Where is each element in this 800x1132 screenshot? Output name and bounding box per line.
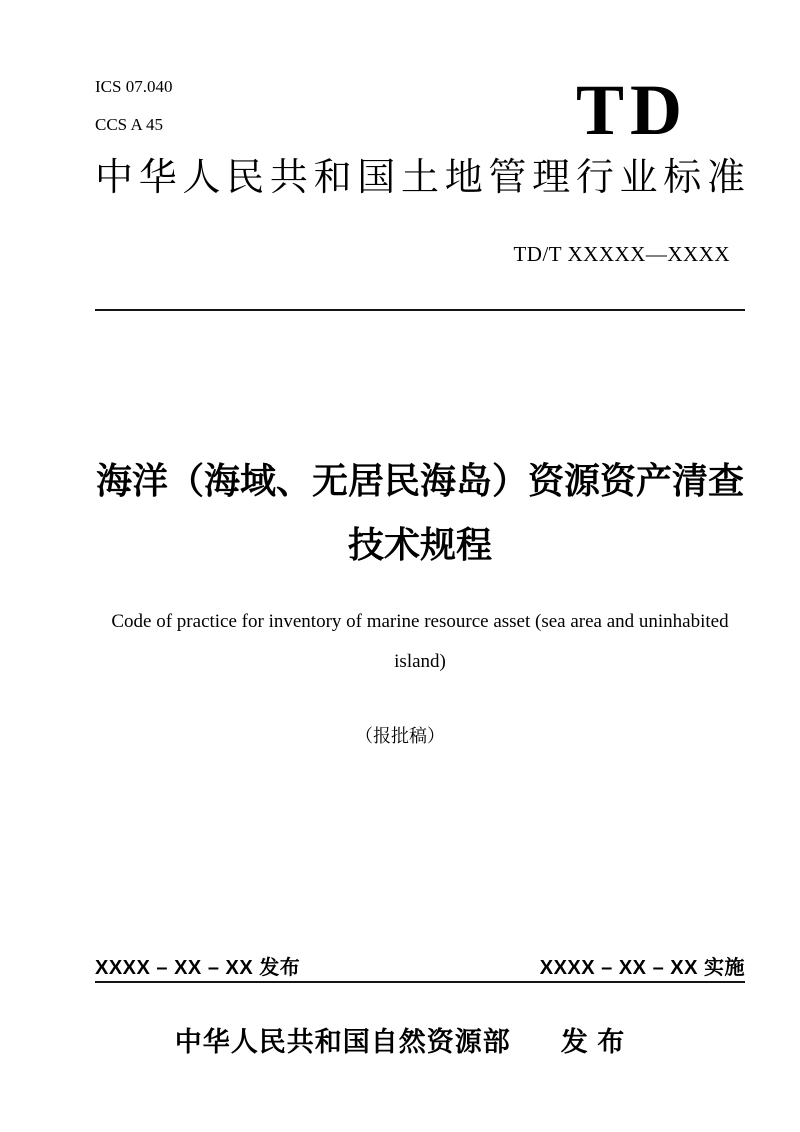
draft-status-note: （报批稿）: [355, 726, 445, 746]
footer-divider-rule: [95, 981, 745, 983]
publisher-row: [0, 1027, 800, 1058]
document-title-zh-line2: 技术规程: [347, 524, 492, 565]
td-logo: TD: [575, 70, 688, 150]
header-divider-rule: [95, 309, 745, 311]
document-title-zh-line1: 海洋（海域、无居民海岛）资源资产清查: [95, 460, 744, 501]
document-title-en-line2: island): [394, 651, 446, 672]
issue-date: XXXX – XX – XX 发布: [95, 957, 301, 979]
document-title-en-line1: Code of practice for inventory of marine resource asset (sea area and uninhabited: [111, 611, 729, 632]
publisher-name: 中华人民共和国自然资源部: [174, 1027, 511, 1057]
standard-class-heading: 中华人民共和国土地管理行业标准: [95, 157, 745, 199]
ics-code: ICS 07.040: [95, 77, 173, 96]
standard-number: TD/T XXXXX—XXXX: [513, 242, 730, 266]
publish-label: 发 布: [560, 1027, 626, 1057]
ccs-code: CCS A 45: [95, 115, 164, 134]
implementation-date: XXXX – XX – XX 实施: [539, 957, 745, 979]
